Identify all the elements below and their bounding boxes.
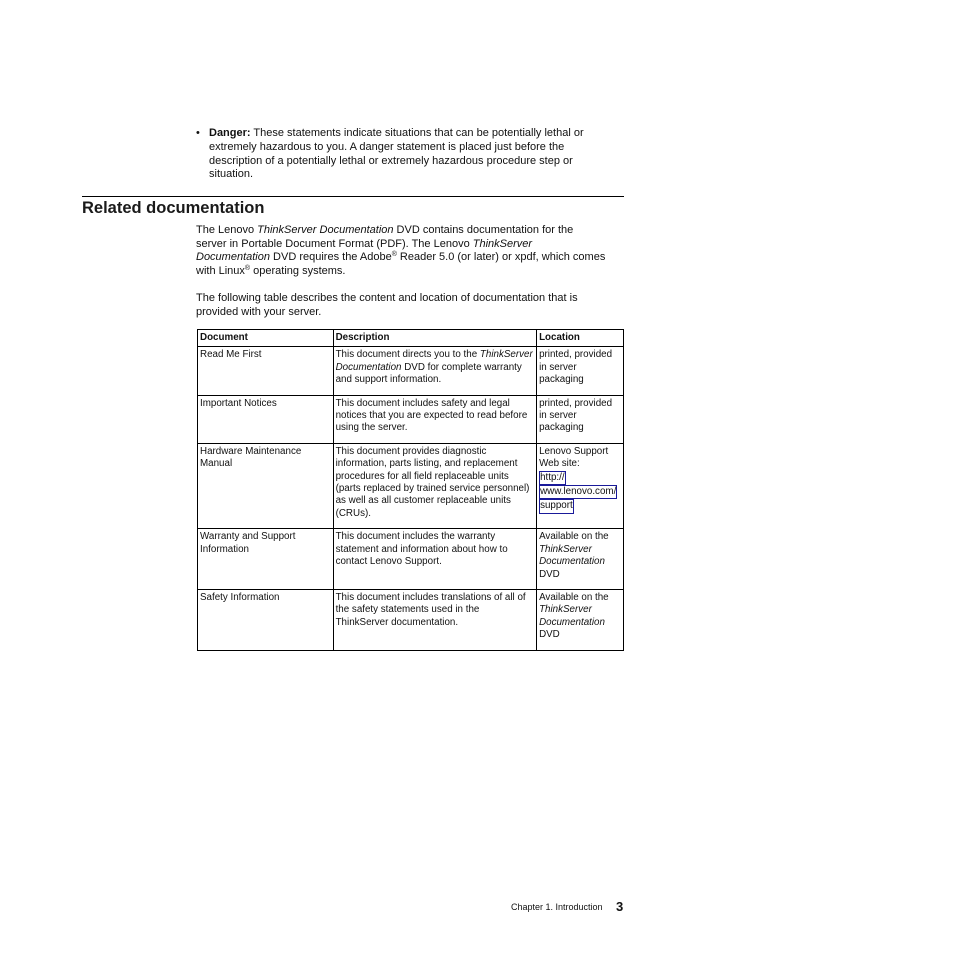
cell-document: Safety Information (198, 589, 334, 650)
cell-location: Available on the ThinkServer Documentation DVD (537, 529, 624, 590)
table-row (198, 443, 624, 528)
cell-location: printed, provided in server packaging (537, 395, 624, 443)
footer-chapter: Chapter 1. Introduction (511, 902, 603, 912)
column-header-description: Description (333, 330, 536, 347)
table-header-row (198, 330, 624, 347)
table-row (198, 395, 624, 443)
cell-description: This document includes safety and legal notices that you are expected to read before using the server. (333, 395, 536, 443)
intro-text-4: Reader 5.0 (or later) or xpdf, which comes with Linux (196, 251, 606, 277)
column-header-location: Location (537, 330, 624, 347)
cell-description: This document includes the warranty statement and information about how to contact Lenovo Support. (333, 529, 536, 590)
danger-list-item (196, 127, 609, 182)
table-row (198, 589, 624, 650)
cell-description: This document provides diagnostic information, parts listing, and replacement procedures for all field replaceable units (parts replaced by trained service personnel) as well as all customer replaceable units (CRUs). (333, 443, 536, 528)
cell-location: Lenovo Support Web site: http:// www.lenovo.com/ support (537, 443, 624, 528)
intro-text-2: DVD contains documentation for the server in Portable Document Format (PDF). The Lenovo (196, 224, 574, 250)
table-row (198, 347, 624, 395)
cell-document: Hardware Maintenance Manual (198, 443, 334, 528)
cell-location: Available on the ThinkServer Documentation DVD (537, 589, 624, 650)
support-link-part[interactable]: support (539, 499, 574, 513)
section-heading: Related documentation (82, 199, 265, 217)
cell-document: Important Notices (198, 395, 334, 443)
intro-text-3: DVD requires the Adobe (270, 251, 392, 264)
cell-description: This document directs you to the ThinkServer Documentation DVD for complete warranty and support information. (333, 347, 536, 395)
registered-mark: ® (244, 264, 251, 272)
bullet-icon: • (196, 127, 200, 139)
intro-text-5: operating systems. (250, 264, 346, 277)
intro-italic-2: ThinkServer Documentation (196, 237, 533, 264)
documentation-table (197, 329, 624, 651)
intro-text-1: The Lenovo (196, 224, 258, 236)
support-link-part[interactable]: http:// (539, 471, 566, 485)
support-link-part[interactable]: www.lenovo.com/ (539, 485, 617, 499)
registered-mark: ® (391, 251, 397, 259)
intro-paragraph (196, 224, 606, 278)
table-row (198, 529, 624, 590)
page-number: 3 (616, 899, 624, 914)
cell-location: printed, provided in server packaging (537, 347, 624, 395)
table-intro-paragraph: The following table describes the content and location of documentation that is provided with your server. (196, 292, 578, 318)
cell-description: This document includes translations of all of the safety statements used in the ThinkServer documentation. (333, 589, 536, 650)
intro-italic-1: ThinkServer Documentation (257, 224, 394, 236)
cell-document: Warranty and Support Information (198, 529, 334, 590)
danger-text: These statements indicate situations that can be potentially lethal or extremely hazardous to you. A danger statement is placed just before the description of a potentially lethal or extremely hazardous procedure step or situation. (209, 127, 584, 181)
section-divider (82, 196, 624, 197)
column-header-document: Document (198, 330, 334, 347)
cell-document: Read Me First (198, 347, 334, 395)
danger-label: Danger: (209, 127, 251, 139)
